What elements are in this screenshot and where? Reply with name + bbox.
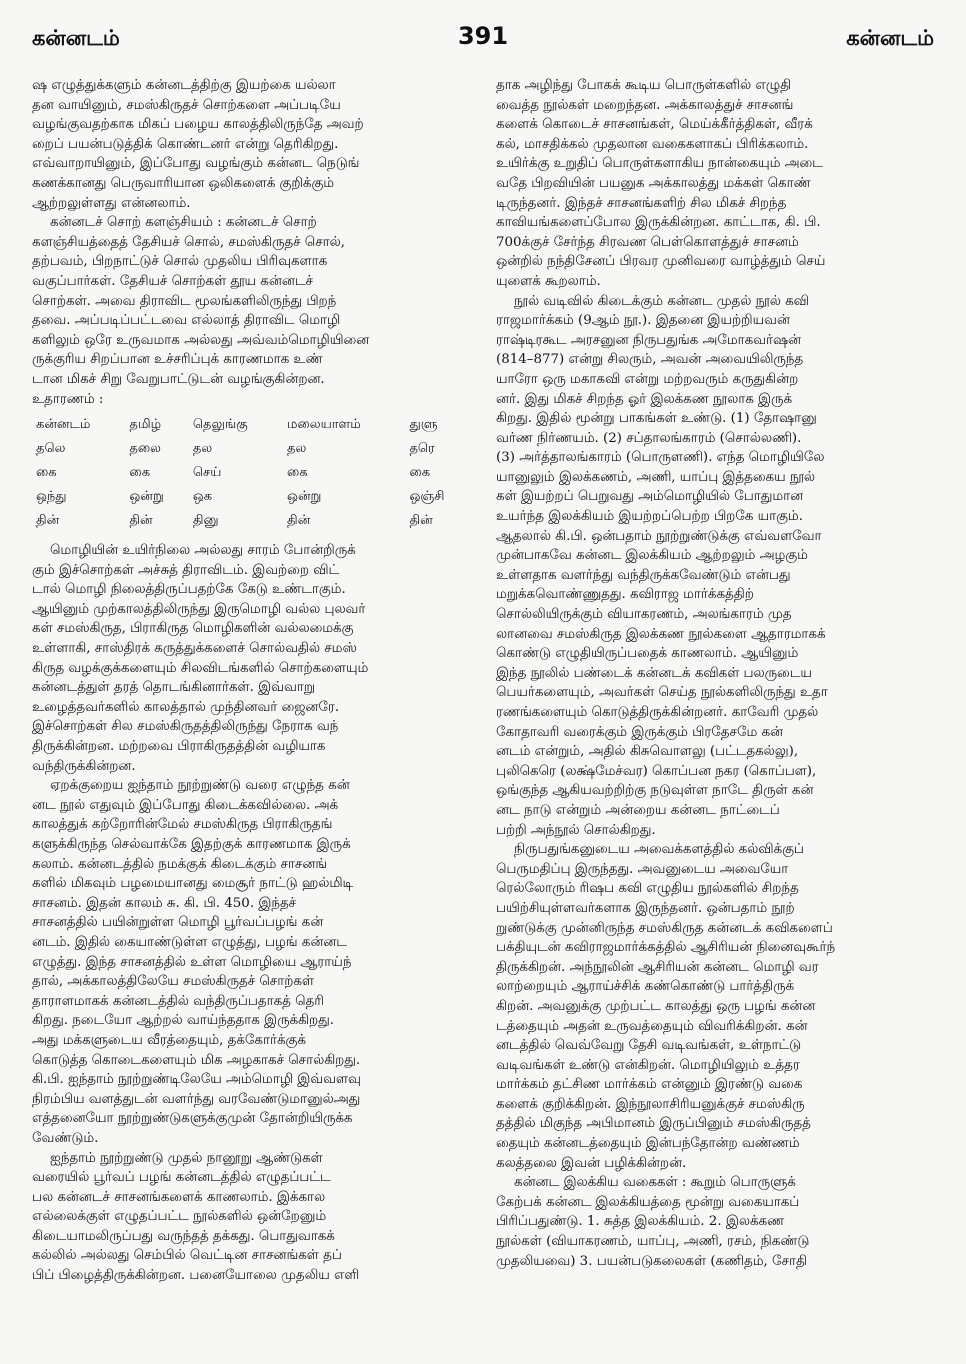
text-line: கணக்கானது பெருவாரியான ஒலிகளைக் குறிக்கும் xyxy=(32,175,335,191)
text-line: வழங்குவதற்காக மிகப் பழைய காலத்திலிருந்தே அவற் xyxy=(32,117,364,133)
text-line: இச்சொற்கள் சில சமஸ்கிருதத்திலிருந்து நேராக வந் xyxy=(32,719,339,735)
text-line: கன்னடச் சொற் களஞ்சியம் : கன்னடச் சொற் xyxy=(50,215,317,231)
text-line: ஐந்தாம் நூற்றுண்டு முதல் நானூறு ஆண்டுகள் xyxy=(50,1150,323,1166)
text-line: கிறது. இதில் மூன்று பாகங்கள் உண்டு. (1) தோஷானு xyxy=(496,411,817,427)
text-line: னடம் என்றும், அதில் கிசுவொளலு (பட்டதகல்லு), xyxy=(496,744,799,760)
right-column xyxy=(496,76,936,1271)
table-cell: கை xyxy=(36,465,57,481)
paragraph xyxy=(32,76,470,213)
table-cell: தல xyxy=(287,441,307,457)
text-line: னர். இது மிகச் சிறந்த ஓர் இலக்கண நூலாக இருக் xyxy=(496,391,793,407)
text-line: றைப் பயன்படுத்திக் கொண்டனர் என்று தெரிகிறது. xyxy=(32,136,339,152)
text-line: எல்லைக்குள் எழுதப்பட்ட நூல்களில் ஒன்றேனும் xyxy=(32,1209,327,1225)
text-line: உள்ளாகி, சாஸ்திரக் கருத்துக்களைச் சொல்வதில் சமஸ் xyxy=(32,641,357,657)
text-line: காவியங்களைப்போல இருக்கின்றன. காட்டாக, கி. பி. xyxy=(496,215,821,231)
paragraph xyxy=(32,1149,470,1286)
text-line: ஆற்றலுள்ளது என்னலாம். xyxy=(32,195,191,211)
text-line: வரையில் பூர்வப் பழங் கன்னடத்தில் எழுதப்பட்ட xyxy=(32,1170,331,1186)
text-line: எழுத்து. இந்த சாசனத்தில் உள்ள மொழியை ஆராய்ந் xyxy=(32,954,352,970)
text-line: ரணங்களையும் கொடுத்திருக்கின்றனர். காவேரி முதல் xyxy=(496,705,819,720)
table-header-cell: தெலுங்கு xyxy=(192,417,248,433)
text-line: மார்க்கம் தட்சிண மார்க்கம் என்னும் இரண்டு வகை xyxy=(496,1077,803,1093)
text-line: யானுலும் இலக்கணம், அணி, யாப்பு இத்தகைய நூல் xyxy=(496,469,816,485)
table-cell: கை xyxy=(287,465,308,481)
table-header-cell: மலையாளம் xyxy=(287,417,361,433)
text-line: அது மக்களுடைய வீரத்தையும், தக்கோர்க்குக் xyxy=(32,1032,306,1048)
text-line: தத்தில் மிகுந்த அபிமானம் இருப்பினும் சமஸ்கிருதத் xyxy=(496,1116,811,1132)
text-line: சாசனம். இதன் காலம் சு. கி. பி. 450. இந்தச் xyxy=(32,895,297,911)
text-line: சொற்கள். அவை திராவிட மூலங்களிலிருந்து பிறந் xyxy=(32,293,337,309)
text-line: நூல்கள் (வியாகரணம், யாப்பு, அணி, ரசம், நிகண்டு xyxy=(496,1234,810,1250)
text-line: இந்த நூலில் பண்டைக் கன்னடக் கவிகள் பலருடைய xyxy=(496,665,812,681)
text-line: களைக் குறிக்கிறன். இந்நூலாசிரியனுக்குச் சமஸ்கிரு xyxy=(496,1096,805,1112)
table-cell: தின் xyxy=(287,513,311,529)
text-line: களைக் கொடைச் சாசனங்கள், மெய்க்கீர்த்திகள், வீரக் xyxy=(496,117,813,133)
text-line: கேற்பக் கன்னட இலக்கியத்தை மூன்று வகையாகப் xyxy=(496,1194,800,1210)
text-line: கலத்தலை இவன் பழிக்கின்றன். xyxy=(496,1155,687,1171)
text-line: பக்தியுடன் கவிராஜமார்க்கத்தில் ஆசிரியன் நினைவுகூர்ந் xyxy=(496,940,836,956)
text-line: ராஜமார்க்கம் (9ஆம் நூ.). இதனை இயற்றியவன் xyxy=(496,313,790,329)
text-line: பயிற்சியுள்ளவர்களாக இருந்தனர். ஒன்பதாம் நூற் xyxy=(496,900,795,916)
running-header-right: கன்னடம் xyxy=(846,26,934,50)
text-line: னட நூல் எதுவும் இப்போது கிடைக்கவில்லை. அக் xyxy=(32,797,339,813)
left-column xyxy=(32,76,470,1286)
paragraph xyxy=(496,1173,936,1271)
table-row xyxy=(32,437,470,461)
text-line: (814–877) என்று சிலரும், அவன் அவையிலிருந்த xyxy=(496,352,804,368)
text-line: காலத்துக் கற்றோரின்மேல் சமஸ்கிருத பிராகிருதங் xyxy=(32,817,333,833)
text-line: களிலும் ஒரே உருவமாக அல்லது அவ்வம்மொழியினை xyxy=(32,332,370,348)
text-line: கும் இச்சொற்கள் அச்சுத் திராவிடம். இவற்றை விட் xyxy=(32,562,340,578)
table-header-cell: கன்னடம் xyxy=(36,417,91,433)
text-line: கொண்டு எழுதியிருப்பதைக் காணலாம். ஆயினும் xyxy=(496,646,799,662)
text-line: சாசனத்தில் பயின்றுள்ள மொழி பூர்வப்பழங் கன் xyxy=(32,915,324,931)
table-row xyxy=(32,509,470,533)
text-line: தையும் கன்னடத்தையும் இன்பந்தோன்ற வண்ணம் xyxy=(496,1136,800,1152)
table-cell: செய் xyxy=(192,465,222,481)
table-cell: தல xyxy=(192,441,213,457)
text-line: ஒங்குந்த ஆகியவற்றிற்கு நடுவுள்ள நாடே திருள் கன் xyxy=(496,783,814,799)
table-cell: தின் xyxy=(36,513,60,529)
text-line: பெருமதிப்பு இருந்தது. அவனுடைய அவையோ xyxy=(496,861,789,877)
text-line: தாராளமாகக் கன்னடத்தில் வந்திருப்பதாகத் தெரி xyxy=(32,993,324,1009)
text-line: கொடுத்த கொடைகளையும் மிக அழகாகச் சொல்கிறது. xyxy=(32,1052,361,1068)
text-line: கள் இயற்றப் பெறுவது அம்மொழியில் போதுமான xyxy=(496,489,804,505)
table-cell: ஒஞ்சி xyxy=(409,489,445,505)
text-line: உயிர்க்கு உறுதிப் பொருள்களாகிய நான்கையும் அடை xyxy=(496,156,823,172)
text-line: தாக அழிந்து போகக் கூடிய பொருள்களில் எழுதி xyxy=(496,78,792,93)
text-line: ஆயினும் முற்காலத்திலிருந்து இருமொழி வல்ல புலவர் xyxy=(32,601,366,617)
text-line: திருக்கின்றன. மற்றவை பிராகிருதத்தின் வழியாக xyxy=(32,739,326,755)
text-line: னடம். இதில் கையாண்டுள்ள எழுத்து, பழங் கன்னட xyxy=(32,934,347,950)
table-cell: தின் xyxy=(409,513,433,529)
text-line: டால் மொழி நிலைத்திருப்பதற்கே கேடு உண்டாகும். xyxy=(32,582,346,598)
text-line: தன வாயினும், சமஸ்கிருதச் சொற்களை அப்படியே xyxy=(32,97,341,113)
text-line: தவை. அப்படிப்பட்டவை எல்லாத் திராவிட மொழி xyxy=(32,313,341,329)
table-cell: தலெ xyxy=(36,441,66,457)
text-line: கலாம். கன்னடத்தில் நமக்குக் கிடைக்கும் சாசனங் xyxy=(32,856,328,872)
text-line: களுக்கிருந்த செல்வாக்கே இதற்குக் காரணமாக இருக் xyxy=(32,837,351,852)
table-cell: ஒந்து xyxy=(36,489,67,505)
text-line: கிடையாமலிருப்பது வருந்தத் தக்கது. பொதுவாகக் xyxy=(32,1228,335,1244)
text-line: வந்திருக்கின்றன. xyxy=(32,758,136,774)
text-line: லாற்றையும் ஆராய்ச்சிக் கண்கொண்டு பார்த்திருக் xyxy=(496,979,795,995)
text-line: கிறன். அவனுக்கு முற்பட்ட காலத்து ஒரு பழங் கன்ன xyxy=(496,998,816,1014)
text-line: ருக்குரிய சிறப்பான உச்சரிப்புக் காரணமாக உண் xyxy=(32,352,323,368)
text-line: கல், மாசதிக்கல் முதலான வகைகளாகப் பிரிக்கலாம். xyxy=(496,136,809,152)
text-line: ஆதலால் கி.பி. ஒன்பதாம் நூற்றுண்டுக்கு எவ்வளவோ xyxy=(496,528,822,544)
text-line: வைத்த நூல்கள் மறைந்தன. அக்காலத்துச் சாசனங் xyxy=(496,97,794,113)
table-header-cell: தமிழ் xyxy=(129,417,162,433)
text-line: கன்னட இலக்கிய வகைகள் : கூறும் பொருளுக் xyxy=(514,1175,796,1191)
text-line: முதலியவை) 3. பயன்படுகலைகள் (கணிதம், சோதி xyxy=(496,1253,807,1269)
word-comparison-table xyxy=(32,413,470,533)
text-line: மறுக்கவொண்ணுதது. கவிராஜ மார்க்கத்திற் xyxy=(496,587,754,603)
text-line: வேண்டும். xyxy=(32,1130,99,1146)
text-line: களில் மிகவும் பழமையானது மைசூர் நாட்டு ஹல்மிடி xyxy=(32,876,354,892)
text-line: எத்தனையோ நூற்றுண்டுகளுக்குமுன் தோன்றியிருக்க xyxy=(32,1111,353,1127)
table-header-cell: துளு xyxy=(409,417,438,433)
text-line: பிப் பிழைத்திருக்கின்றன. பனையோலை முதலிய எளி xyxy=(32,1268,360,1284)
table-row xyxy=(32,485,470,509)
text-line: (3) அர்த்தாலங்காரம் (பொருளணி). எந்த மொழியிலே xyxy=(496,450,825,466)
text-line: கன்னடத்துள் தரத் தொடங்கினார்கள். இவ்வாறு xyxy=(32,680,315,696)
text-line: நிரம்பிய வளத்துடன் வளர்ந்து வரவேண்டுமானுல்அது xyxy=(32,1091,361,1107)
text-line: களஞ்சியத்தைத் தேசியச் சொல், சமஸ்கிருதச் சொல், xyxy=(32,234,345,250)
paragraph xyxy=(32,541,470,776)
text-line: ராஷ்டிரகூட அரசனுன நிருபதுங்க அமோகவர்ஷன் xyxy=(496,332,801,348)
text-line: யாரோ ஒரு மகாகவி என்று மற்றவரும் கருதுகின்ற xyxy=(496,371,799,387)
paragraph xyxy=(496,840,936,1173)
text-line: யுளைக் கூறலாம். xyxy=(496,273,601,289)
table-cell: கை xyxy=(409,465,431,481)
text-line: வர்ண நிர்ணயம். (2) சப்தாலங்காரம் (சொல்லணி). xyxy=(496,430,802,446)
text-line: லானவை சமஸ்கிருத இலக்கண நூல்களை ஆதாரமாகக் xyxy=(496,626,826,642)
text-line: பிரிப்பதுண்டு. 1. சுத்த இலக்கியம். 2. இலக்கண xyxy=(496,1214,785,1230)
text-line: பெயர்களையும், அவர்கள் செய்த நூல்களிலிருந்து உதா xyxy=(496,685,828,701)
text-line: வடிவங்கள் உண்டு என்கிறன். மொழியிலும் உத்தர xyxy=(496,1057,800,1073)
text-line: கிறது. நடையோ ஆற்றல் வாய்ந்ததாக இருக்கிறது. xyxy=(32,1013,335,1029)
table-cell: கை xyxy=(129,465,151,481)
paragraph xyxy=(496,76,936,292)
text-line: டத்தையும் அதன் உருவத்தையும் விவரிக்கிறன். கன் xyxy=(496,1018,808,1034)
text-line: பற்றி அந்நூல் சொல்கிறது. xyxy=(496,822,656,838)
table-cell: ஒன்று xyxy=(287,489,322,505)
table-cell: ஒன்று xyxy=(129,489,164,505)
running-header-left: கன்னடம் xyxy=(32,26,120,50)
text-line: வதே பிறவியின் பயனுக அக்காலத்து மக்கள் கொண் xyxy=(496,175,811,191)
table-cell: தினு xyxy=(192,513,219,529)
table-cell: தின் xyxy=(129,513,153,529)
table-cell: தலை xyxy=(129,441,161,457)
paragraph xyxy=(32,776,470,1148)
text-line: தால், அக்காலத்திலேயே சமஸ்கிருதச் சொற்கள் xyxy=(32,974,314,990)
page-number: 391 xyxy=(457,22,509,50)
text-line: ரெல்லோரும் ரிஷப கவி எழுதிய நூல்களில் சிறந்த xyxy=(496,881,799,897)
text-line: சொல்லியிருக்கும் வியாகரணம், அலங்காரம் முத xyxy=(496,607,792,623)
text-line: உள்ளதாக வளர்ந்து வந்திருக்கவேண்டும் என்பது xyxy=(496,567,791,583)
table-cell: தரெ xyxy=(409,441,435,457)
table-header-row xyxy=(32,413,470,437)
text-line: நூல் வடிவில் கிடைக்கும் கன்னட முதல் நூல் கவி xyxy=(514,293,809,309)
text-line: கி.பி. ஐந்தாம் நூற்றுண்டிலேயே அம்மொழி இவ்வளவு xyxy=(32,1072,361,1088)
text-line: உழைத்தவர்களில் காலத்தால் முந்தினவர் ஜைனரே. xyxy=(32,699,340,715)
text-line: கல்லில் அல்லது செம்பில் வெட்டின சாசனங்கள் தப் xyxy=(32,1248,342,1264)
text-line: கோதாவரி வரைக்கும் இருக்கும் பிரதேசமே கன் xyxy=(496,724,784,740)
text-line: தற்பவம், பிறநாட்டுச் சொல் முதலிய பிரிவுகளாக xyxy=(32,254,328,270)
table-body xyxy=(32,437,470,533)
text-line: ஏறக்குறைய ஐந்தாம் நூற்றுண்டு வரை எழுந்த கன் xyxy=(50,778,350,794)
text-line: கிருத வழக்குக்களையும் சிலவிடங்களில் சொற்களையும் xyxy=(32,660,369,676)
text-line: ஒன்றில் நந்திசேனப் பிரவர முனிவரை வாழ்த்தும் செய் xyxy=(496,254,826,270)
text-line: னட நாடு என்றும் அன்றைய கன்னட நாட்டைப் xyxy=(496,802,780,818)
text-line: உயர்ந்த இலக்கியம் இயற்றப்பெற்ற பிறகே யாகும். xyxy=(496,509,803,525)
text-line: 700க்குச் சேர்ந்த சிரவண பெள்கொளத்துச் சாசனம் xyxy=(496,234,799,250)
text-line: டான மிகச் சிறு வேறுபாட்டுடன் வழங்குகின்றன. xyxy=(32,371,325,387)
text-line: ஷ எழுத்துக்களும் கன்னடத்திற்கு இயற்கை யல்லா xyxy=(32,78,336,93)
paragraph xyxy=(32,213,470,389)
table-row xyxy=(32,461,470,485)
text-line: மொழியின் உயிர்நிலை அல்லது சாரம் போன்றிருக் xyxy=(50,543,356,559)
text-line: நிருபதுங்கனுடைய அவைக்களத்தில் கல்விக்குப் xyxy=(514,842,804,858)
paragraph xyxy=(496,292,936,841)
text-line: பல கன்னடச் சாசனங்களைக் காணலாம். இக்கால xyxy=(32,1189,326,1205)
text-line: முன்பாகவே கன்னட இலக்கியம் ஆற்றலும் அழகும் xyxy=(496,548,808,564)
text-line: னடத்தில் வெவ்வேறு தேசி வடிவங்கள், உள்நாட்டு xyxy=(496,1038,802,1054)
text-line: றுண்டுக்கு முன்னிருந்த சமஸ்கிருத கன்னடக் கவிகளைப் xyxy=(496,920,833,936)
text-line: திருக்கிறன். அந்நூலின் ஆசிரியன் கன்னட மொழி வர xyxy=(496,959,819,975)
text-line: வகுப்பார்கள். தேசியச் சொற்கள் தூய கன்னடச் xyxy=(32,273,313,289)
text-line: புலிகெரெ (லக்ஷ்மேச்வர) கொப்பன நகர (கொப்பள), xyxy=(496,763,817,779)
example-label: உதாரணம் : xyxy=(32,391,104,407)
table-cell: ஒக xyxy=(192,489,213,505)
text-line: எவ்வாறாயினும், இப்போது வழங்கும் கன்னட நெடுங் xyxy=(32,156,360,172)
text-line: டிருந்தனர். இந்தச் சாசனங்களிற் சில மிகச் சிறந்த xyxy=(496,195,787,211)
text-line: கள் சமஸ்கிருத, பிராகிருத மொழிகளின் வல்லமைக்கு xyxy=(32,621,354,637)
